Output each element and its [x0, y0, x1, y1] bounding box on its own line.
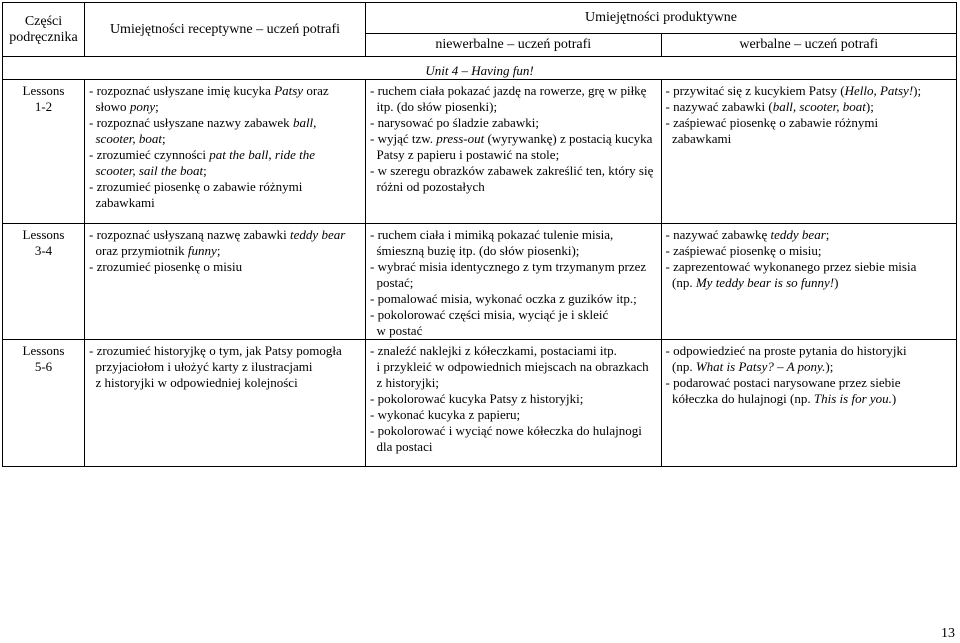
list-item: - pokolorować i wyciąć nowe kółeczka do hulajnogi — [370, 423, 642, 438]
list-item: zabawkami — [89, 195, 155, 210]
list-item: zabawkami — [665, 131, 732, 146]
lesson-label: 3-4 — [34, 243, 53, 258]
header-receptive: Umiejętności receptywne – uczeń potrafi — [85, 3, 366, 57]
list-item: scooter, sail the boat; — [95, 163, 207, 178]
list-item: kółeczka do hulajnogi (np. This is for you.) — [665, 391, 897, 406]
list-item: - nazywać zabawki (ball, scooter, boat); — [665, 99, 874, 114]
lesson-cell — [3, 340, 85, 467]
list-item: słowo pony; — [89, 99, 159, 114]
lesson-label: Lessons — [22, 83, 65, 98]
lesson-label: Lessons — [22, 227, 65, 242]
list-item: - w szeregu obrazków zabawek zakreślić ten, który się — [370, 163, 654, 178]
list-item: oraz przymiotnik funny; — [89, 243, 221, 258]
header-verbal: werbalne – uczeń potrafi — [661, 34, 957, 57]
lesson-cell — [3, 224, 85, 340]
list-item: - ruchem ciała pokazać jazdę na rowerze, grę w piłkę — [370, 83, 647, 98]
list-item: - pokolorować części misia, wyciąć je i skleić — [370, 307, 609, 322]
list-item: różni od pozostałych — [370, 179, 485, 194]
list-item: itp. (do słów piosenki); — [370, 99, 498, 114]
lesson-label: Lessons — [22, 343, 65, 358]
list-item: scooter, boat; — [95, 131, 166, 146]
header-productive: Umiejętności produktywne — [366, 3, 957, 34]
list-item: dla postaci — [370, 439, 433, 454]
nonverbal-cell — [366, 224, 662, 340]
nonverbal-cell — [366, 80, 662, 224]
list-item: - znaleźć naklejki z kółeczkami, postaciami itp. — [370, 343, 617, 358]
list-item: - ruchem ciała i mimiką pokazać tulenie misia, — [370, 227, 614, 242]
list-item: w postać — [370, 323, 423, 338]
list-item: - zrozumieć czynności pat the ball, ride the — [89, 147, 315, 162]
list-item: postać; — [370, 275, 414, 290]
list-item: - zrozumieć piosenkę o zabawie różnymi — [89, 179, 303, 194]
table-row — [3, 224, 957, 340]
list-item: - zaśpiewać piosenkę o misiu; — [665, 243, 822, 258]
list-item: - zrozumieć historyjkę o tym, jak Patsy pomogła — [89, 343, 342, 358]
list-item: - zaprezentować wykonanego przez siebie misia — [665, 259, 917, 274]
list-item: - przywitać się z kucykiem Patsy (Hello, Patsy!); — [665, 83, 922, 98]
list-item: - odpowiedzieć na proste pytania do historyjki — [665, 343, 907, 358]
list-item: - narysować po śladzie zabawki; — [370, 115, 539, 130]
receptive-cell — [85, 80, 366, 224]
verbal-cell — [661, 80, 957, 224]
list-item: - zaśpiewać piosenkę o zabawie różnymi — [665, 115, 879, 130]
table-row — [3, 340, 957, 467]
list-item: - zrozumieć piosenkę o misiu — [89, 259, 243, 274]
list-item: - wyjąć tzw. press-out (wyrywankę) z postacią kucyka — [370, 131, 653, 146]
lesson-label: 1-2 — [34, 99, 53, 114]
lesson-cell — [3, 80, 85, 224]
list-item: śmieszną buzię itp. (do słów piosenki); — [370, 243, 580, 258]
list-item: - podarować postaci narysowane przez siebie — [665, 375, 901, 390]
verbal-cell — [661, 340, 957, 467]
header-nonverbal: niewerbalne – uczeń potrafi — [366, 34, 662, 57]
curriculum-table — [2, 2, 957, 467]
list-item: - pomalować misia, wykonać oczka z guzików itp.; — [370, 291, 637, 306]
list-item: - rozpoznać usłyszane nazwy zabawek ball, — [89, 115, 317, 130]
list-item: przyjaciołom i ułożyć karty z ilustracjami — [89, 359, 313, 374]
header-sections: Części podręcznika — [3, 3, 85, 57]
list-item: - rozpoznać usłyszane imię kucyka Patsy oraz — [89, 83, 329, 98]
list-item: - wykonać kucyka z papieru; — [370, 407, 521, 422]
receptive-cell — [85, 340, 366, 467]
list-item: (np. What is Patsy? – A pony.); — [665, 359, 834, 374]
page-number: 13 — [941, 626, 955, 641]
list-item: - wybrać misia identycznego z tym trzymanym przez — [370, 259, 647, 274]
receptive-cell — [85, 224, 366, 340]
list-item: (np. My teddy bear is so funny!) — [665, 275, 839, 290]
list-item: - pokolorować kucyka Patsy z historyjki; — [370, 391, 584, 406]
table-row — [3, 80, 957, 224]
list-item: z historyjki w odpowiedniej kolejności — [89, 375, 298, 390]
lesson-label: 5-6 — [34, 359, 53, 374]
list-item: - rozpoznać usłyszaną nazwę zabawki teddy bear — [89, 227, 346, 242]
list-item: i przykleić w odpowiednich miejscach na obrazkach — [370, 359, 649, 374]
unit-title: Unit 4 – Having fun! — [3, 57, 957, 80]
list-item: - nazywać zabawkę teddy bear; — [665, 227, 830, 242]
nonverbal-cell — [366, 340, 662, 467]
verbal-cell — [661, 224, 957, 340]
list-item: z historyjki; — [370, 375, 439, 390]
list-item: Patsy z papieru i postawić na stole; — [370, 147, 560, 162]
